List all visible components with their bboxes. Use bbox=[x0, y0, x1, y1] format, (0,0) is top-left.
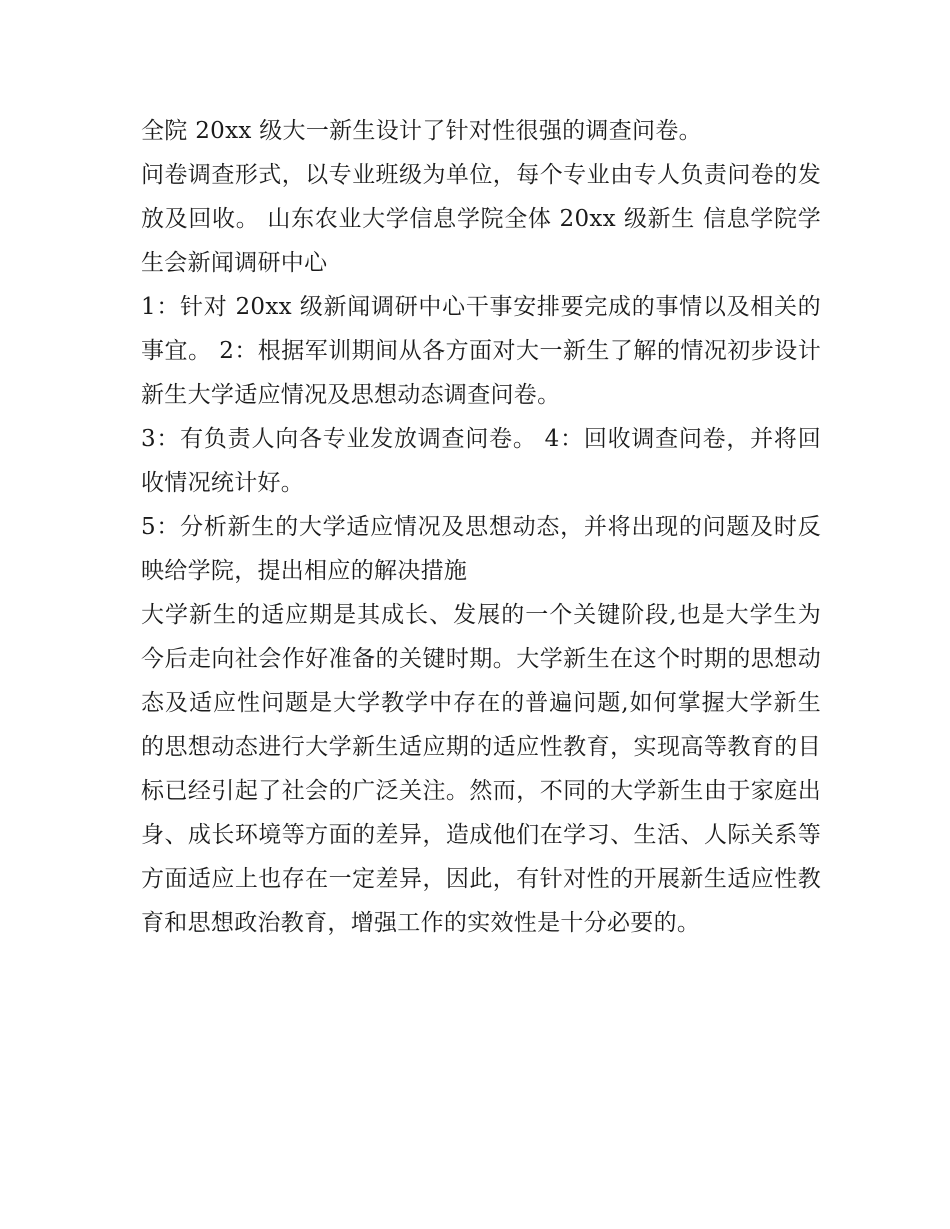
document-body bbox=[141, 109, 821, 945]
paragraph-steps-3-4: 3：有负责人向各专业发放调查问卷。 4：回收调查问卷，并将回收情况统计好。 bbox=[141, 426, 821, 496]
paragraph-survey-form: 问卷调查形式，以专业班级为单位，每个专业由专人负责问卷的发放及回收。 山东农业大学信息学院全体 20xx 级新生 信息学院学生会新闻调研中心 bbox=[141, 162, 821, 276]
paragraph-background: 大学新生的适应期是其成长、发展的一个关键阶段,也是大学生为今后走向社会作好准备的关键时期。大学新生在这个时期的思想动态及适应性问题是大学教学中存在的普遍问题,如何掌握大学新生的思想动态进行大学新生适应期的适应性教育，实现高等教育的目标已经引起了社会的广泛关注。然而，不同的大学新生由于家庭出身、成长环境等方面的差异，造成他们在学习、生活、人际关系等方面适应上也存在一定差异，因此，有针对性的开展新生适应性教育和思想政治教育，增强工作的实效性是十分必要的。 bbox=[141, 602, 821, 936]
paragraph-survey-intro: 全院 20xx 级大一新生设计了针对性很强的调查问卷。 bbox=[141, 118, 702, 144]
paragraph-steps-1-2: 1：针对 20xx 级新闻调研中心干事安排要完成的事情以及相关的事宜。 2：根据军训期间从各方面对大一新生了解的情况初步设计新生大学适应情况及思想动态调查问卷。 bbox=[141, 294, 821, 408]
paragraph-step-5: 5：分析新生的大学适应情况及思想动态，并将出现的问题及时反映给学院，提出相应的解决措施 bbox=[141, 514, 821, 584]
